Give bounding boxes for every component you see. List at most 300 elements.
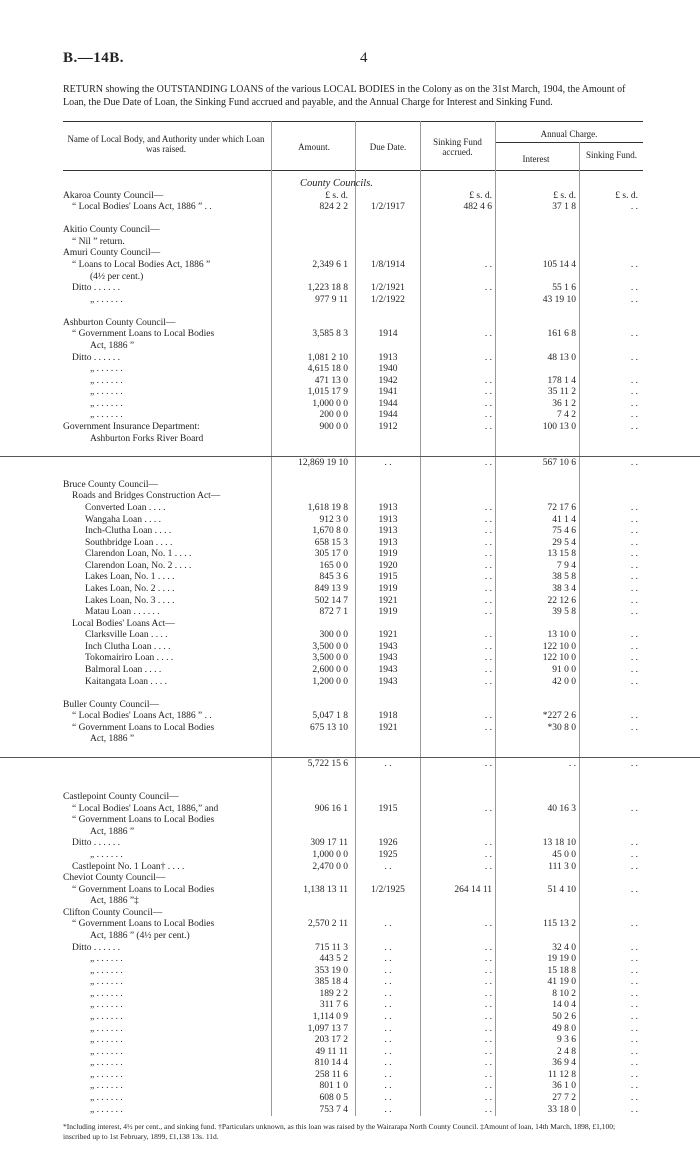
loan-description: Clarendon Loan, No. 2 . . . . [85, 560, 192, 571]
sinking-fund-accrued-cell: . . [484, 1081, 492, 1092]
interest-cell: 38 3 4 [552, 583, 576, 594]
sinking-fund-accrued-cell: . . [484, 919, 492, 930]
due-date-cell: . . [384, 1093, 392, 1104]
sinking-fund-cell: . . [630, 1046, 638, 1057]
amount-cell: 900 0 0 [319, 421, 348, 432]
table-row [0, 525, 700, 537]
sinking-fund-accrued-cell: . . [484, 549, 492, 560]
table-row [0, 907, 700, 919]
sinking-fund-accrued-cell: . . [484, 410, 492, 421]
loan-description: „ . . . . . . [90, 1069, 123, 1080]
sinking-fund-cell: . . [630, 803, 638, 814]
amount-cell: 3,500 0 0 [312, 653, 348, 664]
interest-cell: 35 11 2 [547, 387, 576, 398]
sinking-fund-cell: . . [630, 711, 638, 722]
loan-description: Act, 1886 ” [90, 340, 135, 351]
sinking-fund-accrued-cell: . . [484, 641, 492, 652]
sinking-fund-accrued-cell: . . [484, 1000, 492, 1011]
page-number: 4 [360, 50, 368, 66]
due-date-cell: 1940 [378, 364, 398, 375]
sinking-fund-cell: . . [630, 884, 638, 895]
sinking-fund-cell: . . [630, 387, 638, 398]
table-row [0, 583, 700, 595]
interest-cell: 15 18 8 [547, 965, 576, 976]
amount-cell: 3,585 8 3 [312, 329, 348, 340]
sinking-fund-accrued-cell: . . [484, 398, 492, 409]
loan-description: Act, 1886 ”‡ [90, 896, 139, 907]
table-row [0, 618, 700, 630]
sinking-fund-cell: £ s. d. [615, 190, 638, 201]
due-date-cell: . . [384, 954, 392, 965]
sinking-fund-cell: . . [630, 572, 638, 583]
interest-cell: 49 8 0 [552, 1023, 576, 1034]
sinking-fund-cell: . . [630, 1035, 638, 1046]
sinking-fund-accrued-cell: . . [484, 803, 492, 814]
loan-description: „ . . . . . . [90, 294, 123, 305]
spacer-row [0, 745, 700, 757]
table-row [0, 1046, 700, 1058]
sinking-fund-accrued-cell: . . [484, 329, 492, 340]
return-description: RETURN showing the OUTSTANDING LOANS of the various LOCAL BODIES in the Colony as on the 31st March, 1904, the Amount of Loan, the Due Date of Loan, the Sinking Fund accrued and payable, and the Annual Charge for Interest and Sinking Fund. [63, 84, 626, 108]
loan-description: Roads and Bridges Construction Act— [72, 491, 221, 502]
sinking-fund-accrued-cell: . . [484, 1058, 492, 1069]
amount-cell: 311 7 6 [319, 1000, 348, 1011]
loan-description: Local Bodies' Loans Act— [72, 618, 175, 629]
sinking-fund-cell: . . [630, 514, 638, 525]
loan-description: „ . . . . . . [90, 954, 123, 965]
amount-cell: 471 13 0 [314, 375, 348, 386]
table-row [0, 514, 700, 526]
spacer-row [0, 467, 700, 479]
interest-cell: 29 5 4 [552, 537, 576, 548]
interest-cell: 122 10 0 [542, 653, 576, 664]
interest-cell: 50 2 6 [552, 1012, 576, 1023]
sinking-fund-cell: . . [630, 457, 638, 468]
loan-description: Bruce County Council— [63, 479, 158, 490]
interest-cell: 2 4 8 [557, 1046, 576, 1057]
loan-description: Ashburton Forks River Board [90, 433, 204, 444]
table-row [0, 791, 700, 803]
sinking-fund-accrued-cell: . . [484, 387, 492, 398]
loan-description: „ . . . . . . [90, 1104, 123, 1115]
sinking-fund-accrued-cell: . . [484, 977, 492, 988]
loan-description: Ditto . . . . . . [72, 352, 121, 363]
interest-cell: 36 9 4 [552, 1058, 576, 1069]
sinking-fund-accrued-cell: . . [484, 664, 492, 675]
loan-description: „ . . . . . . [90, 398, 123, 409]
sinking-fund-cell: . . [630, 502, 638, 513]
sinking-fund-cell: . . [630, 838, 638, 849]
sinking-fund-accrued-cell: . . [484, 352, 492, 363]
sinking-fund-accrued-cell: . . [484, 838, 492, 849]
sinking-fund-accrued-cell: . . [484, 560, 492, 571]
amount-cell: 1,081 2 10 [307, 352, 348, 363]
loan-description: „ . . . . . . [90, 965, 123, 976]
due-date-cell: 1/2/1921 [371, 283, 405, 294]
loan-description: „ . . . . . . [90, 1012, 123, 1023]
sinking-fund-accrued-cell: . . [484, 1035, 492, 1046]
loan-description: Akaroa County Council— [63, 190, 164, 201]
sinking-fund-accrued-cell: £ s. d. [469, 190, 492, 201]
sinking-fund-accrued-cell: . . [484, 375, 492, 386]
amount-cell: 1,000 0 0 [312, 850, 348, 861]
loan-description: Lakes Loan, No. 2 . . . . [85, 583, 175, 594]
table-row [0, 537, 700, 549]
amount-cell: 977 9 11 [315, 294, 348, 305]
table-row [0, 803, 700, 815]
amount-cell: 49 11 11 [315, 1046, 348, 1057]
sinking-fund-cell: . . [630, 758, 638, 769]
table-row [0, 988, 700, 1000]
due-date-cell: . . [384, 1000, 392, 1011]
due-date-cell: . . [384, 1081, 392, 1092]
table-row [0, 699, 700, 711]
due-date-cell: 1943 [378, 641, 398, 652]
due-date-cell: 1942 [378, 375, 398, 386]
loan-description: Act, 1886 ” (4½ per cent.) [90, 931, 190, 942]
due-date-cell: . . [384, 1069, 392, 1080]
loan-description: Kaitangata Loan . . . . [85, 676, 168, 687]
amount-cell: 189 2 2 [319, 988, 348, 999]
sinking-fund-cell: . . [630, 630, 638, 641]
loan-description: „ . . . . . . [90, 1058, 123, 1069]
interest-cell: 105 14 4 [542, 259, 576, 270]
loan-description: „ . . . . . . [90, 1023, 123, 1034]
table-row [0, 259, 700, 271]
interest-cell: 39 5 8 [552, 607, 576, 618]
sinking-fund-cell: . . [630, 1104, 638, 1115]
amount-cell: 203 17 2 [314, 1035, 348, 1046]
table-row [0, 502, 700, 514]
amount-cell: 4,615 18 0 [307, 364, 348, 375]
table-row [0, 676, 700, 688]
interest-cell: 13 18 10 [542, 838, 576, 849]
sinking-fund-cell: . . [630, 954, 638, 965]
interest-cell: 36 1 0 [552, 1081, 576, 1092]
due-date-cell: 1915 [378, 572, 398, 583]
sinking-fund-accrued-cell: . . [484, 607, 492, 618]
table-row [0, 282, 700, 294]
sinking-fund-accrued-cell: . . [484, 965, 492, 976]
amount-cell: 2,600 0 0 [312, 664, 348, 675]
loan-description: “ Government Loans to Local Bodies [72, 329, 215, 340]
sinking-fund-cell: . . [630, 965, 638, 976]
interest-cell: 111 3 0 [548, 861, 576, 872]
table-row [0, 271, 700, 283]
due-date-cell: 1920 [378, 560, 398, 571]
amount-cell: 309 17 11 [310, 838, 348, 849]
interest-cell: 48 13 0 [547, 352, 576, 363]
sinking-fund-accrued-cell: . . [484, 1023, 492, 1034]
loan-description: “ Government Loans to Local Bodies [72, 815, 215, 826]
sinking-fund-cell: . . [630, 329, 638, 340]
interest-cell: 567 10 6 [542, 457, 576, 468]
interest-cell: 22 12 6 [547, 595, 576, 606]
interest-cell: 72 17 6 [547, 502, 576, 513]
due-date-cell: . . [384, 1058, 392, 1069]
loan-description: Wangaha Loan . . . . [85, 514, 161, 525]
due-date-cell: 1913 [378, 514, 398, 525]
sinking-fund-accrued-cell: . . [484, 954, 492, 965]
table-row [0, 363, 700, 375]
due-date-cell: . . [384, 988, 392, 999]
column-header-sinking-fund: Sinking Fund. [585, 150, 637, 160]
table-row [0, 1069, 700, 1081]
sinking-fund-cell: . . [630, 583, 638, 594]
loan-description: Ditto . . . . . . [72, 942, 121, 953]
document-code: B.—14B. [63, 50, 125, 66]
loan-description: „ . . . . . . [90, 1046, 123, 1057]
amount-cell: 1,114 0 9 [312, 1012, 348, 1023]
amount-cell: 845 3 6 [319, 572, 348, 583]
due-date-cell: 1913 [378, 537, 398, 548]
due-date-cell: 1913 [378, 526, 398, 537]
table-row [0, 479, 700, 491]
amount-cell: 1,000 0 0 [312, 398, 348, 409]
loan-description: “ Local Bodies' Loans Act, 1886,” and [72, 803, 219, 814]
loan-description: Clarendon Loan, No. 1 . . . . [85, 549, 192, 560]
table-row [0, 1057, 700, 1069]
due-date-cell: 1/2/1925 [371, 884, 405, 895]
table-row [0, 1011, 700, 1023]
due-date-cell: 1944 [378, 410, 398, 421]
sinking-fund-cell: . . [630, 526, 638, 537]
interest-cell: 32 4 0 [552, 942, 576, 953]
amount-cell: 1,223 18 8 [307, 283, 348, 294]
due-date-cell: 1919 [378, 549, 398, 560]
loan-description: Inch-Clutha Loan . . . . [85, 526, 172, 537]
amount-cell: 1,618 19 8 [307, 502, 348, 513]
sinking-fund-cell: . . [630, 549, 638, 560]
loan-description: „ . . . . . . [90, 375, 123, 386]
amount-cell: 658 15 3 [314, 537, 348, 548]
due-date-cell: 1921 [378, 630, 398, 641]
table-row [0, 421, 700, 433]
table-row [0, 224, 700, 236]
table-row [0, 918, 700, 930]
loan-description: “ Nil ” return. [72, 236, 125, 247]
table-row [0, 1092, 700, 1104]
due-date-cell: . . [384, 919, 392, 930]
due-date-cell: 1915 [378, 803, 398, 814]
interest-cell: . . [568, 758, 576, 769]
amount-cell: 5,722 15 6 [307, 758, 348, 769]
sinking-fund-cell: . . [630, 259, 638, 270]
table-row [0, 1034, 700, 1046]
table-row [0, 641, 700, 653]
loan-description: “ Government Loans to Local Bodies [72, 722, 215, 733]
amount-cell: 1,015 17 9 [307, 387, 348, 398]
interest-cell: £ s. d. [553, 190, 576, 201]
amount-cell: 200 0 0 [319, 410, 348, 421]
amount-cell: 872 7 1 [319, 607, 348, 618]
spacer-row [0, 444, 700, 456]
sinking-fund-cell: . . [630, 294, 638, 305]
sinking-fund-cell: . . [630, 653, 638, 664]
interest-cell: 7 4 2 [557, 410, 576, 421]
sinking-fund-accrued-cell: . . [484, 1046, 492, 1057]
amount-cell: 906 16 1 [314, 803, 348, 814]
table-row [0, 386, 700, 398]
amount-cell: 300 0 0 [319, 630, 348, 641]
loan-description: Clarksville Loan . . . . [85, 630, 168, 641]
table-row [0, 236, 700, 248]
table-row [0, 1104, 700, 1116]
interest-cell: 122 10 0 [542, 641, 576, 652]
due-date-cell: 1921 [378, 722, 398, 733]
table-row [0, 826, 700, 838]
spacer-row [0, 213, 700, 225]
loan-description: Matau Loan . . . . . . [85, 607, 160, 618]
loan-description: “ Government Loans to Local Bodies [72, 884, 215, 895]
due-date-cell: 1943 [378, 664, 398, 675]
sinking-fund-cell: . . [630, 861, 638, 872]
sinking-fund-cell: . . [630, 664, 638, 675]
amount-cell: 305 17 0 [314, 549, 348, 560]
loan-description: Inch Clutha Loan . . . . [85, 641, 171, 652]
due-date-cell: 1943 [378, 653, 398, 664]
due-date-cell: 1943 [378, 676, 398, 687]
table-row [0, 352, 700, 364]
due-date-cell: . . [384, 1023, 392, 1034]
amount-cell: 608 0 5 [319, 1093, 348, 1104]
amount-cell: 3,500 0 0 [312, 641, 348, 652]
interest-cell: 38 5 8 [552, 572, 576, 583]
sinking-fund-cell: . . [630, 1012, 638, 1023]
loan-description: County Councils. [300, 178, 373, 189]
loan-description: Castlepoint No. 1 Loan† . . . . [72, 861, 185, 872]
footnotes: *Including interest, 4½ per cent., and sinking fund. †Particulars unknown, as this loan was raised by the Wairarapa North County Council. ‡Amount of loan, 14th March, 1898, £1,100; inscribed up to 1st February, 1899, £1,138 13s. 11d. [63, 1122, 616, 1141]
loan-description: „ . . . . . . [90, 1035, 123, 1046]
due-date-cell: . . [384, 758, 392, 769]
amount-cell: 443 5 2 [319, 954, 348, 965]
sinking-fund-cell: . . [630, 1069, 638, 1080]
amount-cell: 5,047 1 8 [312, 711, 348, 722]
table-row [0, 629, 700, 641]
sinking-fund-cell: . . [630, 676, 638, 687]
due-date-cell: 1919 [378, 607, 398, 618]
due-date-cell: . . [384, 1046, 392, 1057]
loan-description: „ . . . . . . [90, 364, 123, 375]
interest-cell: 8 10 2 [552, 988, 576, 999]
loan-description: Government Insurance Department: [63, 421, 200, 432]
column-header-interest: Interest [522, 154, 550, 164]
table-row [0, 895, 700, 907]
sinking-fund-accrued-cell: . . [484, 502, 492, 513]
interest-cell: 9 3 6 [557, 1035, 576, 1046]
spacer-row [0, 687, 700, 699]
sinking-fund-accrued-cell: . . [484, 942, 492, 953]
sinking-fund-cell: . . [630, 352, 638, 363]
due-date-cell: . . [384, 965, 392, 976]
interest-cell: 100 13 0 [542, 421, 576, 432]
due-date-cell: 1925 [378, 850, 398, 861]
sinking-fund-accrued-cell: . . [484, 572, 492, 583]
sinking-fund-accrued-cell: . . [484, 457, 492, 468]
interest-cell: 13 10 0 [547, 630, 576, 641]
due-date-cell: 1913 [378, 352, 398, 363]
sinking-fund-accrued-cell: . . [484, 722, 492, 733]
sinking-fund-cell: . . [630, 1023, 638, 1034]
loan-description: „ . . . . . . [90, 1081, 123, 1092]
due-date-cell: 1918 [378, 711, 398, 722]
amount-cell: 2,349 6 1 [312, 259, 348, 270]
interest-cell: 41 19 0 [547, 977, 576, 988]
sinking-fund-accrued-cell: . . [484, 1012, 492, 1023]
loan-description: „ . . . . . . [90, 977, 123, 988]
loan-description: Act, 1886 ” [90, 734, 135, 745]
interest-cell: 43 19 10 [542, 294, 576, 305]
interest-cell: 161 6 8 [547, 329, 576, 340]
due-date-cell: 1944 [378, 398, 398, 409]
table-row [0, 710, 700, 722]
amount-cell: 1,670 8 0 [312, 526, 348, 537]
due-date-cell: 1/8/1914 [371, 259, 405, 270]
interest-cell: 33 18 0 [547, 1104, 576, 1115]
interest-cell: 19 19 0 [547, 954, 576, 965]
interest-cell: 11 12 8 [547, 1069, 576, 1080]
amount-cell: 12,869 19 10 [298, 457, 348, 468]
due-date-cell: 1914 [378, 329, 398, 340]
sinking-fund-cell: . . [630, 641, 638, 652]
table-row [0, 294, 700, 306]
sinking-fund-cell: . . [630, 410, 638, 421]
loan-description: Act, 1886 ” [90, 826, 135, 837]
table-row [0, 953, 700, 965]
amount-cell: 502 14 7 [314, 595, 348, 606]
due-date-cell: 1/2/1917 [371, 202, 405, 213]
amount-cell: £ s. d. [325, 190, 348, 201]
loan-description: “ Local Bodies' Loans Act, 1886 ” . . [72, 711, 212, 722]
table-row [0, 1023, 700, 1035]
due-date-cell: . . [384, 861, 392, 872]
due-date-cell: . . [384, 457, 392, 468]
amount-cell: 801 1 0 [319, 1081, 348, 1092]
loan-description: Ashburton County Council— [63, 317, 176, 328]
due-date-cell: 1941 [378, 387, 398, 398]
amount-cell: 715 11 3 [315, 942, 348, 953]
sinking-fund-cell: . . [630, 537, 638, 548]
table-row [0, 976, 700, 988]
table-row [0, 328, 700, 340]
loan-description: „ . . . . . . [90, 850, 123, 861]
amount-cell: 912 3 0 [319, 514, 348, 525]
loan-description: „ . . . . . . [90, 988, 123, 999]
due-date-cell: 1913 [378, 502, 398, 513]
interest-cell: 41 1 4 [552, 514, 576, 525]
amount-cell: 810 14 4 [314, 1058, 348, 1069]
sinking-fund-accrued-cell: . . [484, 676, 492, 687]
table-row [0, 884, 700, 896]
sinking-fund-cell: . . [630, 977, 638, 988]
table-row [0, 433, 700, 445]
amount-cell: 258 11 6 [315, 1069, 348, 1080]
loan-description: Lakes Loan, No. 3 . . . . [85, 595, 175, 606]
interest-cell: 37 1 8 [552, 202, 576, 213]
spacer-row [0, 780, 700, 792]
interest-cell: 178 1 4 [547, 375, 576, 386]
column-header-sinking-fund-accrued: Sinking Fund accrued. [433, 137, 482, 157]
table-row [0, 190, 700, 202]
amount-cell: 1,200 0 0 [312, 676, 348, 687]
loan-description: Clifton County Council— [63, 907, 163, 918]
sinking-fund-accrued-cell: . . [484, 526, 492, 537]
sinking-fund-accrued-cell: . . [484, 537, 492, 548]
loan-description: „ . . . . . . [90, 387, 123, 398]
interest-cell: 36 1 2 [552, 398, 576, 409]
sinking-fund-accrued-cell: . . [484, 421, 492, 432]
column-header-name: Name of Local Body, and Authority under which Loan was raised. [67, 134, 265, 154]
